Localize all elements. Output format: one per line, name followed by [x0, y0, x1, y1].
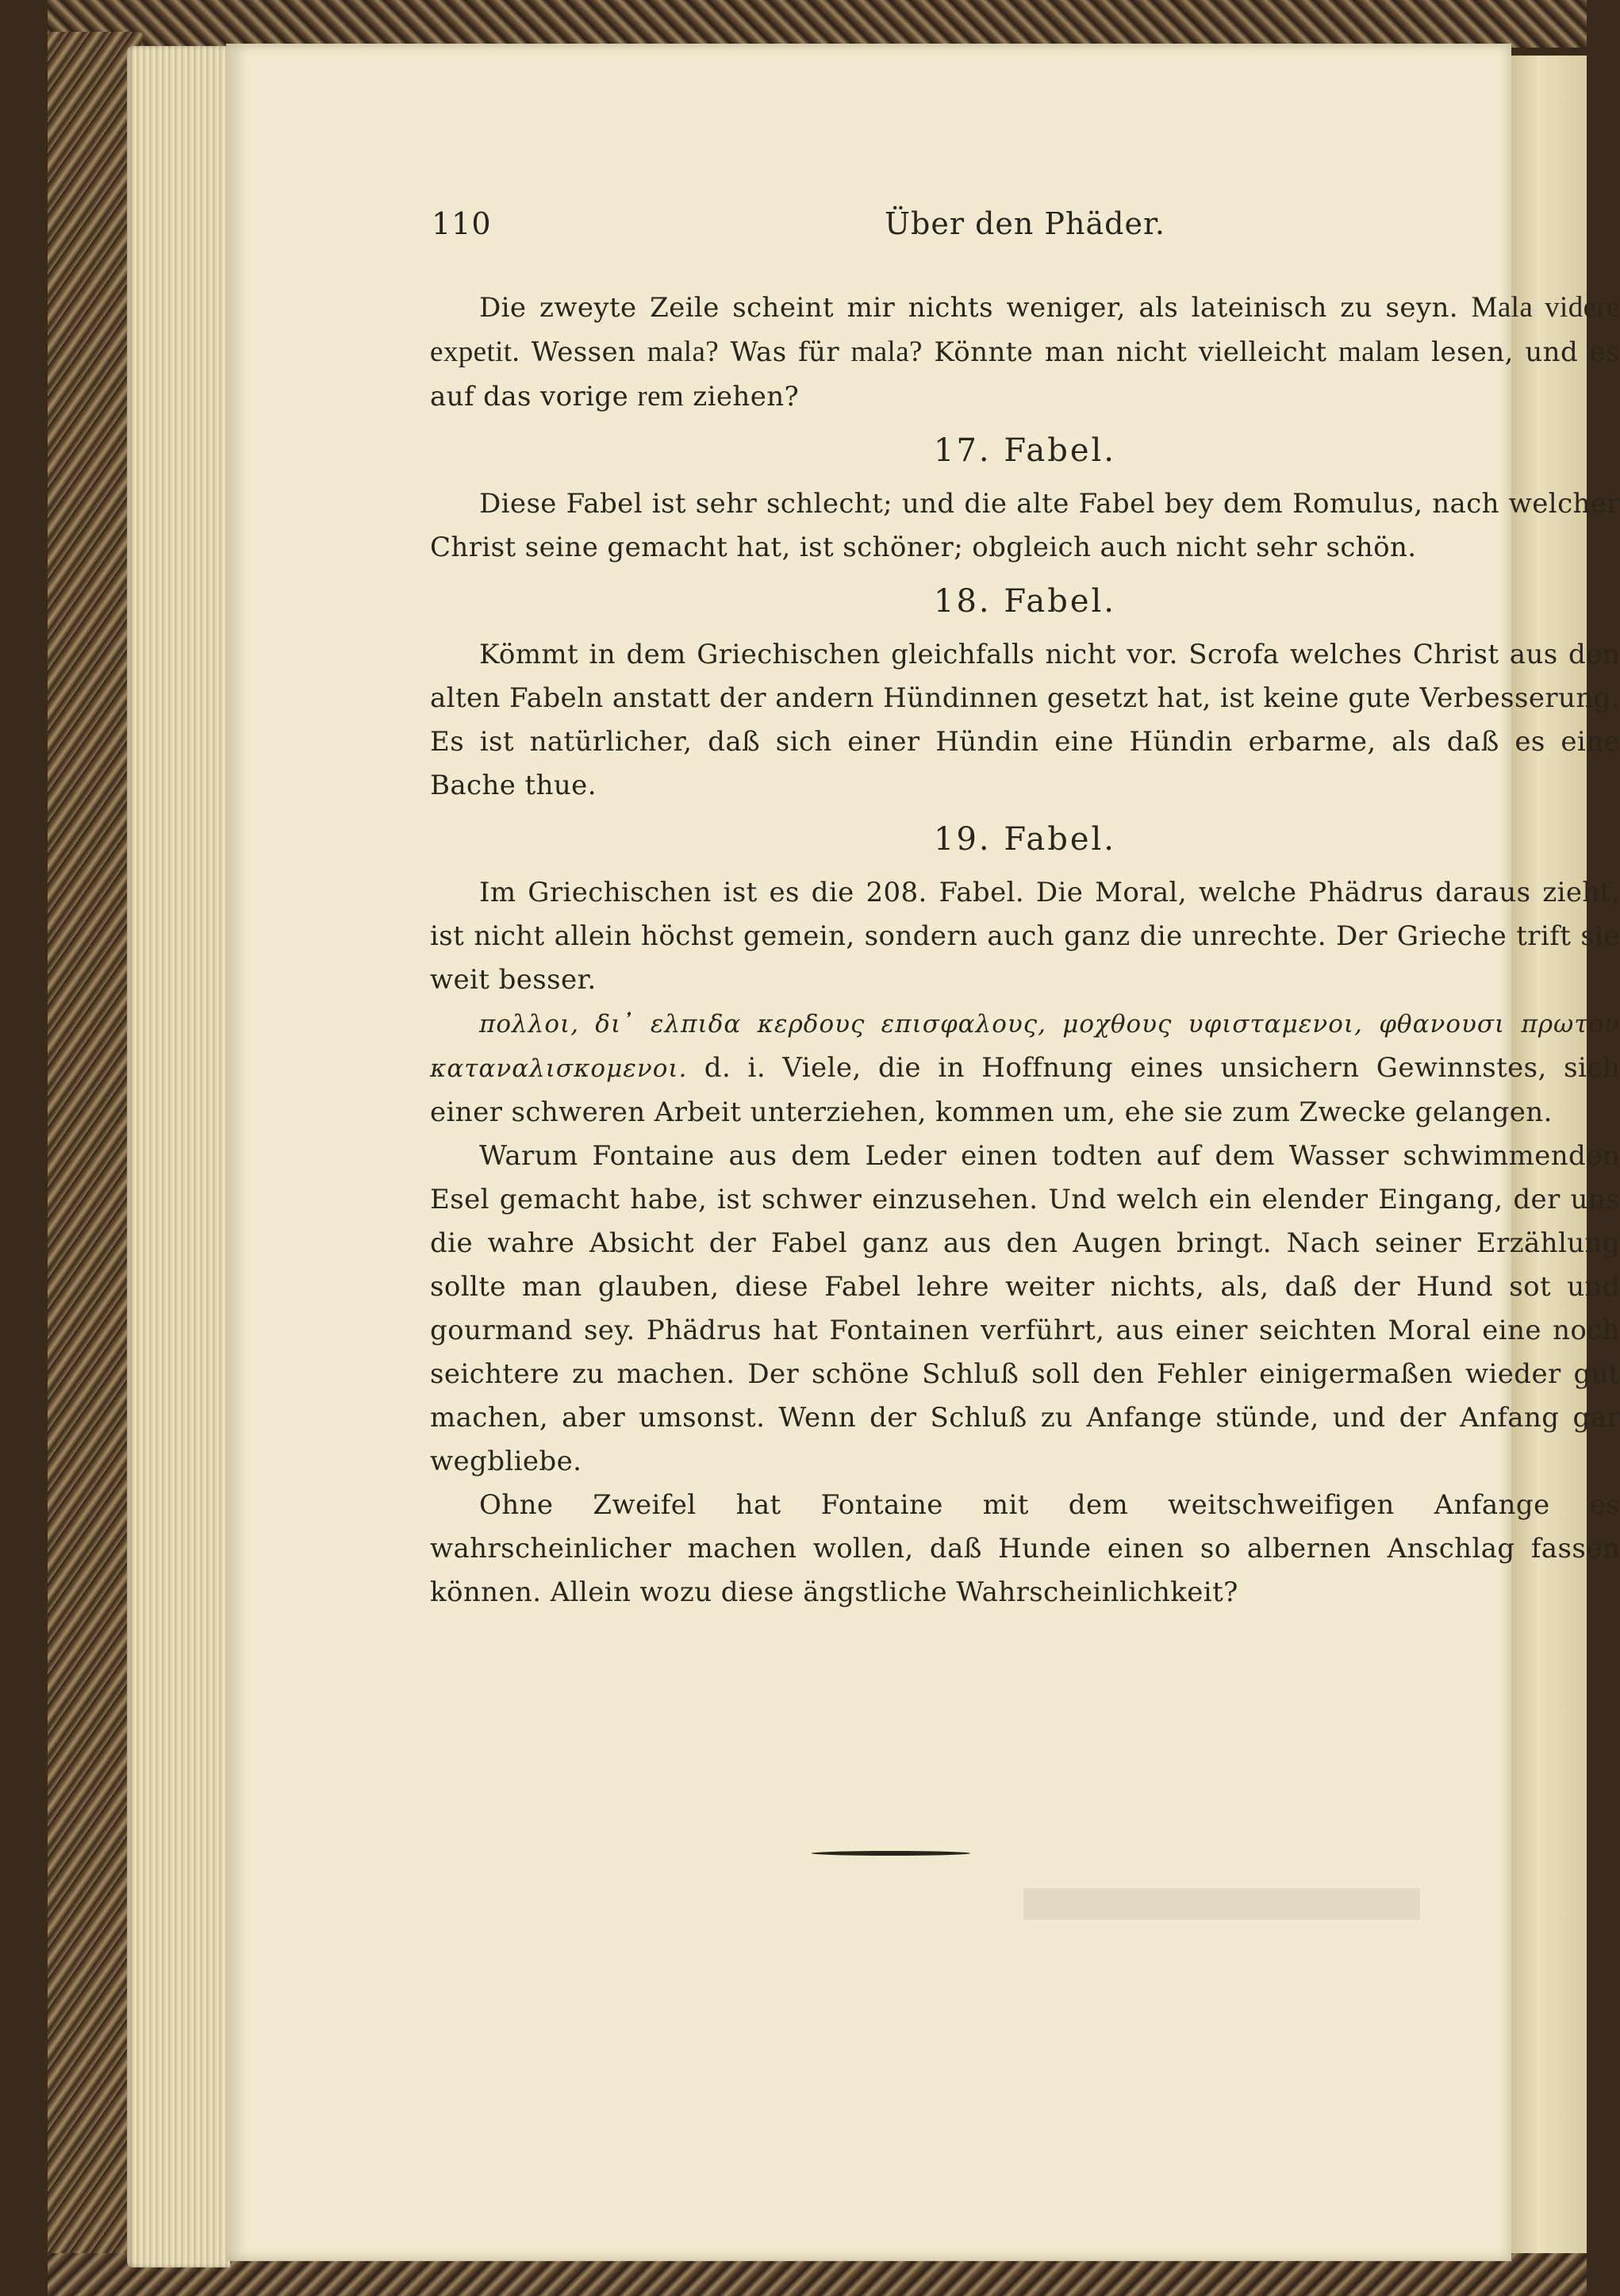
heading-fabel-18: 18. Fabel. — [934, 583, 1116, 620]
running-title: Über den Phäder. — [884, 206, 1166, 241]
page-text-block — [430, 206, 1620, 1614]
end-rule — [812, 1851, 970, 1856]
paragraph-conclusion: Ohne Zweifel hat Fontaine mit dem weitschweifigen Anfange es wahrscheinlicher machen wollen, daß Hunde einen so albernen Anschlag fassen können. Allein wozu diese ängstliche Wahrscheinlichkeit? — [430, 1489, 1620, 1608]
paragraph-fontaine: Warum Fontaine aus dem Leder einen todten auf dem Wasser schwimmenden Esel gemacht habe, ist schwer einzusehen. Und welch ein elender Eingang, der uns die wahre Absicht der Fabel ganz aus den Augen bringt. Nach seiner Erzählung sollte man glauben, diese Fabel lehre weiter nichts, als, daß der Hund sot und gourmand sey. Phädrus hat Fontainen verführt, aus einer seichten Moral eine noch seichtere zu machen. Der schöne Schluß soll den Fehler einigermaßen wieder gut machen, aber umsonst. Wenn der Schluß zu Anfange stünde, und der Anfang gar wegbliebe. — [430, 1140, 1620, 1477]
heading-fabel-17: 17. Fabel. — [934, 432, 1116, 469]
page-number: 110 — [432, 206, 492, 241]
bleed-through-text — [1023, 1888, 1420, 1920]
paragraph-fabel-19: Im Griechischen ist es die 208. Fabel. Die Moral, welche Phädrus daraus zieht, ist nicht allein höchst gemein, sondern auch ganz die unrechte. Der Grieche trift sie weit besser. — [430, 877, 1620, 996]
paragraph-greek-quote: πολλοι, δι᾽ ελπιδα κερδους επισφαλους, μοχθους υφισταμενοι, φθανουσι πρωτον καταναλισκομενοι. d. i. Viele, die in Hoffnung eines unsichern Gewinnstes, sich einer schweren Arbeit unterziehen, kommen um, ehe sie zum Zwecke gelangen. — [430, 1010, 1620, 1128]
heading-fabel-19: 19. Fabel. — [934, 821, 1116, 858]
book-cover-top — [48, 0, 1587, 48]
paragraph-intro: Die zweyte Zeile scheint mir nichts weniger, als lateinisch zu seyn. Mala videre expetit. Wessen mala? Was für mala? Könnte man nicht vielleicht malam lesen, und es auf das vorige rem ziehen? — [430, 291, 1620, 413]
paragraph-fabel-17: Diese Fabel ist sehr schlecht; und die alte Fabel bey dem Romulus, nach welcher Christ seine gemacht hat, ist schöner; obgleich auch nicht sehr schön. — [430, 488, 1620, 563]
paragraph-fabel-18: Kömmt in dem Griechischen gleichfalls nicht vor. Scrofa welches Christ aus den alten Fabeln anstatt der andern Hündinnen gesetzt hat, ist keine gute Verbesserung. Es ist natürlicher, daß sich einer Hündin eine Hündin erbarme, als daß es eine Bache thue. — [430, 639, 1620, 801]
greek-quotation: πολλοι, δι᾽ ελπιδα κερδους επισφαλους, μοχθους υφισταμενοι, φθανουσι πρωτον καταναλισκομενοι. — [430, 1010, 1620, 1083]
book-page — [226, 44, 1620, 2261]
page-stack-edges — [127, 46, 230, 2267]
running-head — [430, 206, 1620, 262]
